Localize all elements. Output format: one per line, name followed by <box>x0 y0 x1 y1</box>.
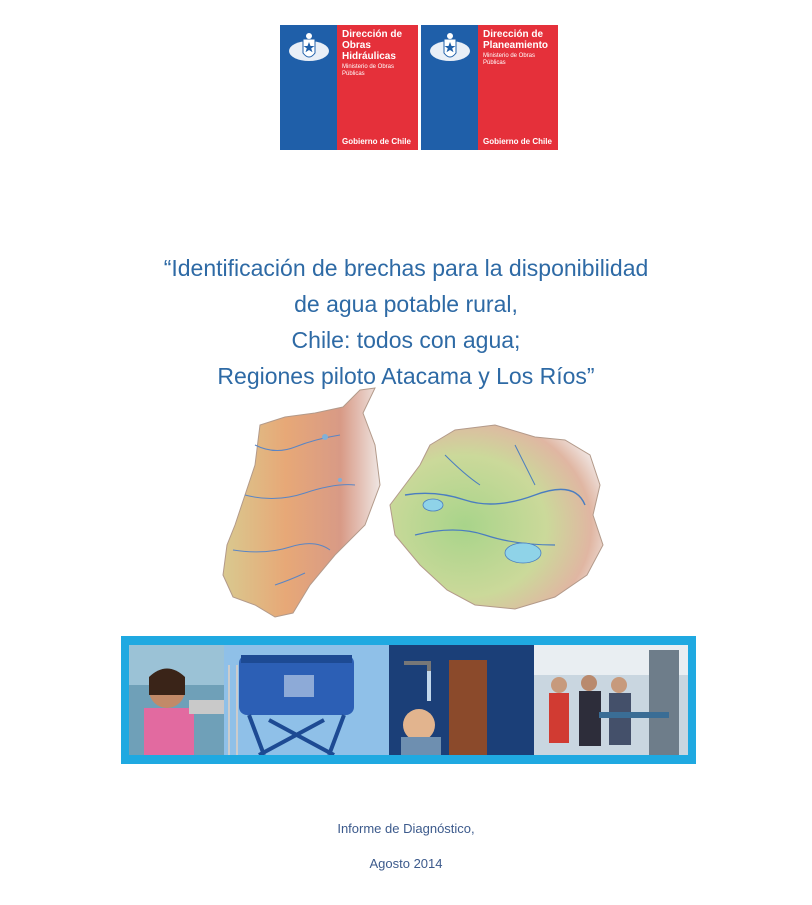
logo-name <box>483 29 554 51</box>
logo-name-line: Dirección de <box>483 29 544 40</box>
report-date: Agosto 2014 <box>369 856 443 871</box>
logo-name-line: Hidráulicas <box>342 51 396 62</box>
logo-government: Gobierno de Chile <box>483 137 552 146</box>
photo-child-tap <box>389 645 534 755</box>
logo-government: Gobierno de Chile <box>342 137 411 146</box>
logo-red-panel <box>478 25 558 150</box>
coat-of-arms-icon <box>286 31 332 67</box>
logo-ministry-line: Ministerio de Obras <box>483 53 536 59</box>
report-type: Informe de Diagnóstico, <box>337 821 475 836</box>
region-maps <box>215 385 615 620</box>
photo-collage <box>129 645 688 755</box>
logo-red-panel <box>337 25 418 150</box>
logo-ministry-line: Públicas <box>342 71 365 77</box>
los-rios-map <box>390 425 603 609</box>
logo-dga <box>280 25 418 150</box>
photo-girl-drinking <box>129 645 224 755</box>
title-line: de agua potable rural, <box>294 291 518 317</box>
atacama-map <box>223 388 380 617</box>
photo-officials <box>534 645 688 755</box>
photo-water-tank <box>224 645 389 755</box>
logo-ministry-line: Públicas <box>483 60 506 66</box>
logo-blue-panel <box>421 25 478 150</box>
document-title <box>60 250 752 394</box>
logo-name <box>342 29 414 62</box>
logo-ministry-line: Ministerio de Obras <box>342 64 395 70</box>
logo-name-line: Planeamiento <box>483 40 549 51</box>
photo-strip <box>129 645 688 755</box>
logo-dirplan <box>421 25 558 150</box>
coat-of-arms-icon <box>427 31 473 67</box>
logo-name-line: Dirección de <box>342 29 403 40</box>
photo-banner <box>121 636 696 764</box>
logo-ministry <box>483 53 554 67</box>
title-line: Regiones piloto Atacama y Los Ríos” <box>217 363 595 389</box>
title-line: “Identificación de brechas para la disponibilidad <box>163 255 649 281</box>
logo-name-line: Obras <box>342 40 371 51</box>
title-line: Chile: todos con agua; <box>291 327 521 353</box>
logo-blue-panel <box>280 25 337 150</box>
logo-ministry <box>342 64 414 78</box>
